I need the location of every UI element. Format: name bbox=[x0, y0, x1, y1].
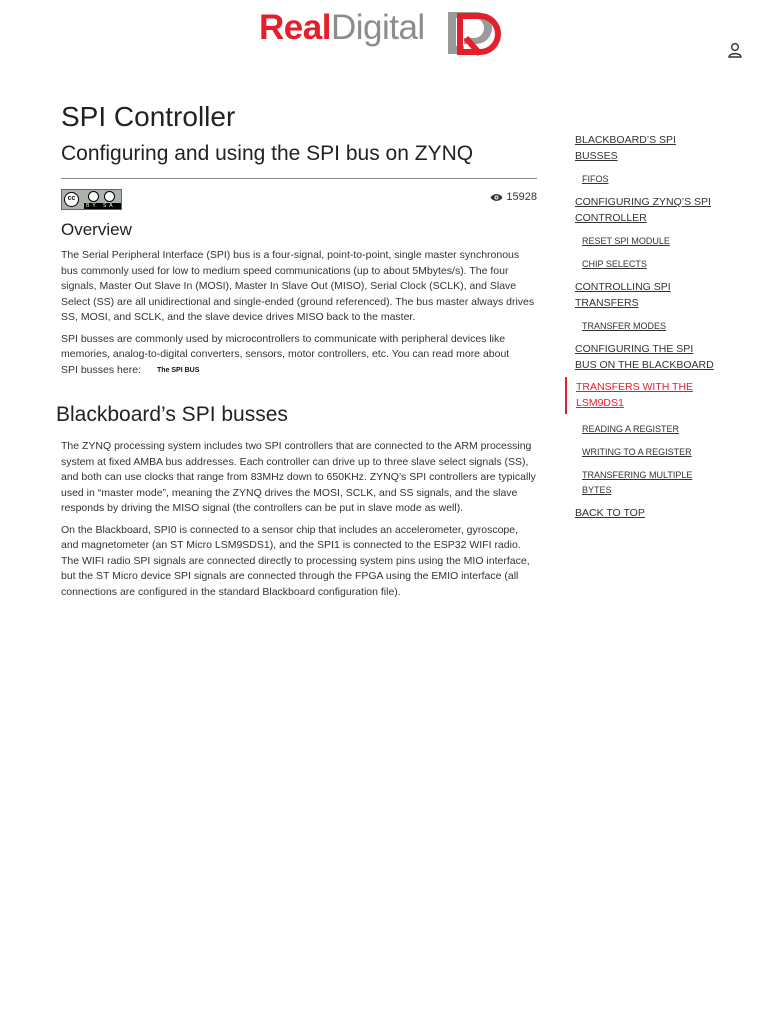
toc-item[interactable]: TRANSFERING MULTIPLE BYTES bbox=[582, 470, 693, 495]
overview-heading: Overview bbox=[61, 220, 132, 239]
toc-item[interactable]: CONTROLLING SPI TRANSFERS bbox=[575, 281, 671, 309]
title-divider bbox=[61, 178, 537, 179]
view-count bbox=[490, 191, 537, 203]
toc-item[interactable]: CHIP SELECTS bbox=[582, 259, 647, 269]
rd-monogram-icon bbox=[446, 10, 504, 56]
toc-item[interactable]: CONFIGURING ZYNQ’S SPI CONTROLLER bbox=[575, 196, 711, 224]
license-label: BY SA bbox=[86, 203, 116, 209]
page-subtitle: Configuring and using the SPI bus on ZYNQ bbox=[61, 142, 474, 165]
meta-row bbox=[61, 188, 537, 212]
logo-digital: Digital bbox=[330, 8, 425, 47]
by-icon bbox=[88, 191, 99, 202]
overview-paragraph-2-tail: SPI busses here: bbox=[61, 363, 141, 376]
page-title: SPI Controller bbox=[61, 101, 236, 132]
article-main bbox=[61, 100, 537, 378]
toc-item[interactable]: READING A REGISTER bbox=[582, 424, 680, 434]
logo-wordmark bbox=[259, 8, 425, 48]
table-of-contents bbox=[565, 133, 715, 530]
logo-real: Real bbox=[259, 8, 331, 47]
toc-item[interactable]: RESET SPI MODULE bbox=[582, 236, 670, 246]
toc-item[interactable]: TRANSFER MODES bbox=[582, 321, 667, 331]
section2-paragraph-1: The ZYNQ processing system includes two SPI controllers that are connected to the ARM processing system at fixed AMBA bus addresses. Each controller can drive up to three slave select signals (SS), and both can use clocks that range from 83MHz down to 650KHz. ZYNQ’s SPI controllers are typically used in “master mode”, meaning the ZYNQ drives the MOSI, SCLK, and SS signals, and the slave responds by driving the MISO signal (the controllers can be put in slave mode as well). bbox=[61, 440, 536, 514]
toc-item[interactable]: CONFIGURING THE SPI BUS ON THE BLACKBOARD bbox=[575, 343, 714, 371]
toc-item[interactable]: FIFOS bbox=[582, 174, 609, 184]
article-section-2 bbox=[61, 433, 537, 600]
toc-item[interactable]: TRANSFERS WITH THE LSM9DS1 bbox=[565, 377, 715, 414]
spi-bus-link[interactable]: The SPI BUS bbox=[156, 366, 200, 374]
toc-item[interactable]: BLACKBOARD’S SPI BUSSES bbox=[575, 134, 676, 162]
cc-icon: cc bbox=[64, 192, 79, 207]
overview-paragraph-2-text: SPI busses are commonly used by microcontrollers to communicate with peripheral devices like memories, analog-to-digital converters, sensors, motor controllers, etc. You can read more about bbox=[61, 332, 510, 360]
overview-paragraph-2 bbox=[61, 332, 537, 379]
cc-license-badge[interactable] bbox=[61, 189, 122, 210]
view-count-value: 15928 bbox=[506, 191, 537, 203]
user-account-icon[interactable] bbox=[727, 42, 743, 58]
toc-item[interactable]: WRITING TO A REGISTER bbox=[582, 447, 692, 457]
section2-paragraph-2: On the Blackboard, SPI0 is connected to a sensor chip that includes an accelerometer, gyroscope, and magnetometer (an ST Micro LSM9SDS1), and the SPI1 is connected to the ESP32 WIFI radio. The WIFI radio SPI signals are connected directly to processing system pins using the MIO interface, but the ST Micro device SPI signals are connected through the FPGA using the EMIO interface (all connections are configured in the standard Blackboard configuration file). bbox=[61, 523, 530, 598]
overview-paragraph-1: The Serial Peripheral Interface (SPI) bus is a four-signal, point-to-point, single master synchronous bus commonly used for low to medium speed communications (up to about 5Mbytes/s). The four signals, Master Out Slave In (MOSI), Master In Slave Out (MISO), Serial Clock (SCLK), and Slave Select (SS) are all unidirectional and single-ended (ground referenced). The bus master always drives SS, MOSI, and SCLK, and the slave device drives MISO back to the master. bbox=[61, 249, 535, 323]
eye-icon bbox=[490, 193, 503, 202]
toc-item[interactable]: BACK TO TOP bbox=[575, 507, 645, 519]
spi-link-line bbox=[61, 363, 537, 379]
sa-icon bbox=[104, 191, 115, 202]
section-heading-blackboard-spi: Blackboard’s SPI busses bbox=[56, 403, 288, 426]
